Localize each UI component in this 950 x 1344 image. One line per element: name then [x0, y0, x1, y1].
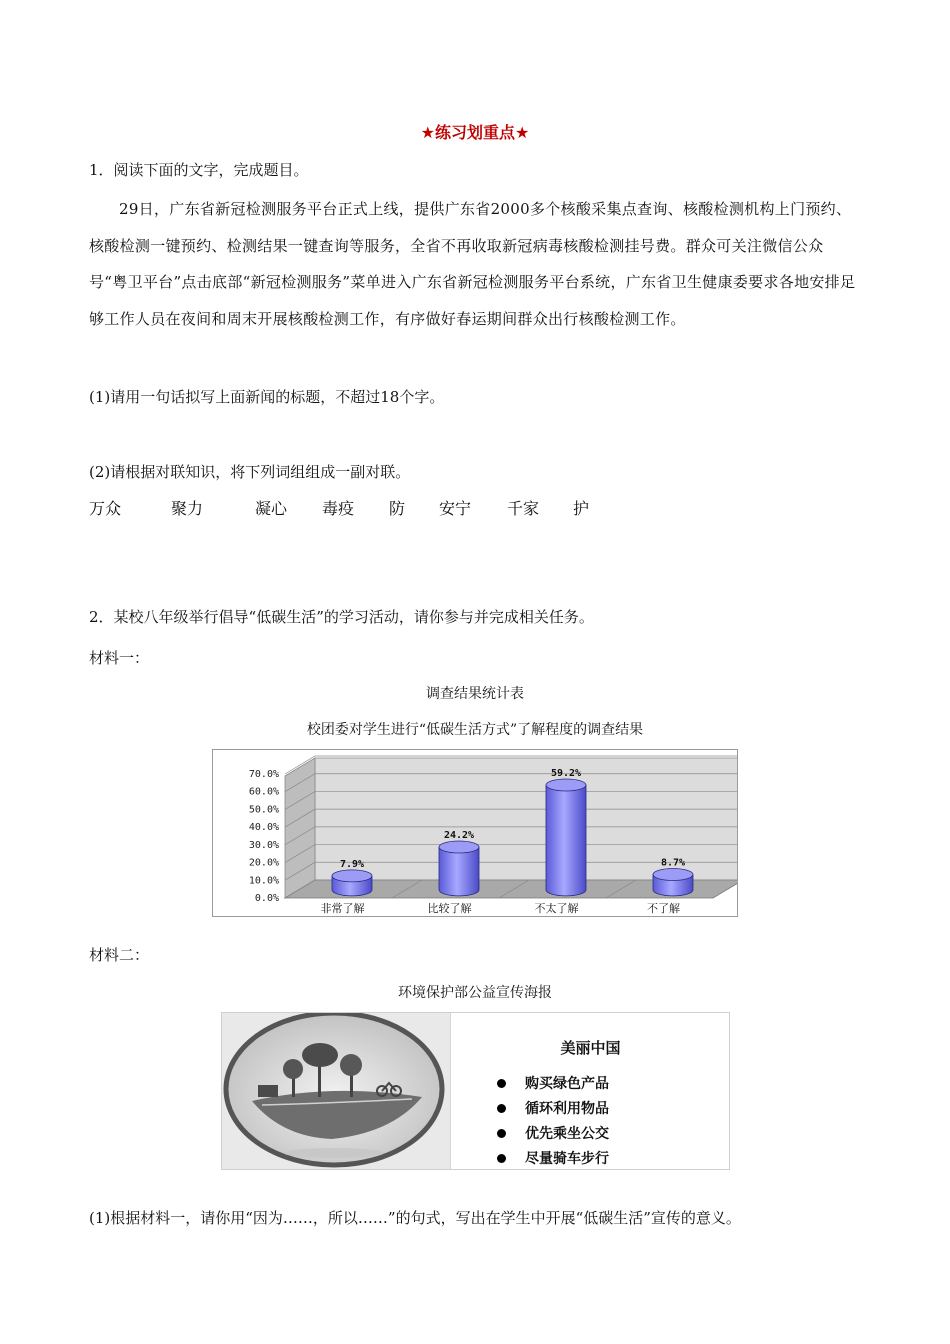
y-tick-label: 40.0%: [248, 822, 279, 834]
bar-cylinder-top: [546, 779, 586, 791]
couplet-word: 防: [389, 499, 406, 518]
bullet-icon: [497, 1154, 506, 1163]
y-tick-label: 20.0%: [248, 857, 279, 869]
bullet-icon: [497, 1104, 506, 1113]
couplet-word: 安宁: [439, 499, 472, 518]
bar-value-label: 8.7%: [660, 857, 686, 869]
bar-value-label: 7.9%: [339, 858, 365, 870]
poster-text-panel: [450, 1013, 729, 1169]
x-category-label: 不太了解: [534, 902, 579, 915]
x-category-label: 不了解: [647, 902, 680, 915]
chart-caption: 调查结果统计表: [426, 686, 524, 702]
survey-bar-chart-svg: [213, 750, 737, 916]
leaf-city-illustration: [222, 1013, 450, 1169]
material-1-label: 材料一：: [89, 649, 150, 667]
bullet-icon: [497, 1129, 506, 1138]
couplet-word: 聚力: [171, 499, 204, 518]
y-tick-label: 10.0%: [248, 875, 279, 887]
material-2-label: 材料二：: [89, 946, 150, 964]
question-1-sub1: (1)请用一句话拟写上面新闻的标题，不超过18个字。: [89, 388, 445, 406]
bar-cylinder-top: [332, 870, 372, 882]
y-tick-label: 50.0%: [248, 804, 279, 816]
poster-illustration: [222, 1013, 450, 1169]
couplet-word: 万众: [89, 499, 122, 518]
x-category-label: 比较了解: [427, 902, 472, 915]
poster-item: 尽量骑车步行: [525, 1151, 609, 1167]
question-1-stem: 1．阅读下面的文字，完成题目。: [89, 161, 309, 179]
y-tick-label: 70.0%: [248, 769, 279, 780]
chart-side-wall: [285, 758, 315, 898]
bar-value-label: 59.2%: [550, 768, 582, 780]
couplet-word: 凝心: [255, 499, 288, 518]
poster-item: 优先乘坐公交: [525, 1126, 609, 1142]
bar-value-label: 24.2%: [443, 830, 475, 842]
poster-title: 美丽中国: [560, 1039, 621, 1057]
bar: [332, 870, 372, 896]
chart-subcaption: 校团委对学生进行“低碳生活方式”了解程度的调查结果: [306, 722, 644, 738]
news-passage: 29日，广东省新冠检测服务平台正式上线，提供广东省2000多个核酸采集点查询、核酸检测机构上门预约、核酸检测一键预约、检测结果一键查询等服务，全省不再收取新冠病毒核酸检测挂号费。群众可关注微信公众号“粤卫平台”点击底部“新冠检测服务”菜单进入广东省新冠检测服务平台系统，广东省卫生健康委要求各地安排足够工作人员在夜间和周末开展核酸检测工作，有序做好春运期间群众出行核酸检测工作。: [89, 200, 856, 328]
question-2-stem: 2．某校八年级举行倡导“低碳生活”的学习活动，请你参与并完成相关任务。: [89, 608, 594, 626]
bar-cylinder-body: [546, 785, 586, 896]
y-tick-label: 60.0%: [248, 786, 279, 798]
couplet-word: 毒疫: [322, 499, 355, 518]
bar: [546, 779, 586, 896]
eco-poster: [221, 1012, 730, 1170]
bar: [653, 868, 693, 895]
couplet-word: 千家: [507, 499, 540, 518]
bar: [439, 841, 479, 896]
question-1-sub2: (2)请根据对联知识，将下列词组组成一副对联。: [89, 463, 411, 481]
bullet-icon: [497, 1079, 506, 1088]
poster-item: 循环利用物品: [525, 1101, 609, 1117]
couplet-word: 护: [573, 499, 590, 518]
bar-cylinder-body: [439, 847, 479, 896]
y-tick-label: 30.0%: [248, 839, 279, 851]
survey-bar-chart: [212, 749, 738, 917]
y-tick-label: 0.0%: [254, 893, 279, 904]
poster-item: 购买绿色产品: [525, 1076, 609, 1092]
poster-caption: 环境保护部公益宣传海报: [398, 985, 552, 1001]
question-2-sub1: (1)根据材料一，请你用“因为……，所以……”的句式，写出在学生中开展“低碳生活”宣传的意义。: [89, 1209, 741, 1227]
bar-cylinder-top: [439, 841, 479, 853]
practice-title: ★练习划重点★: [420, 123, 530, 142]
bar-cylinder-top: [653, 868, 693, 880]
x-category-label: 非常了解: [320, 902, 365, 915]
